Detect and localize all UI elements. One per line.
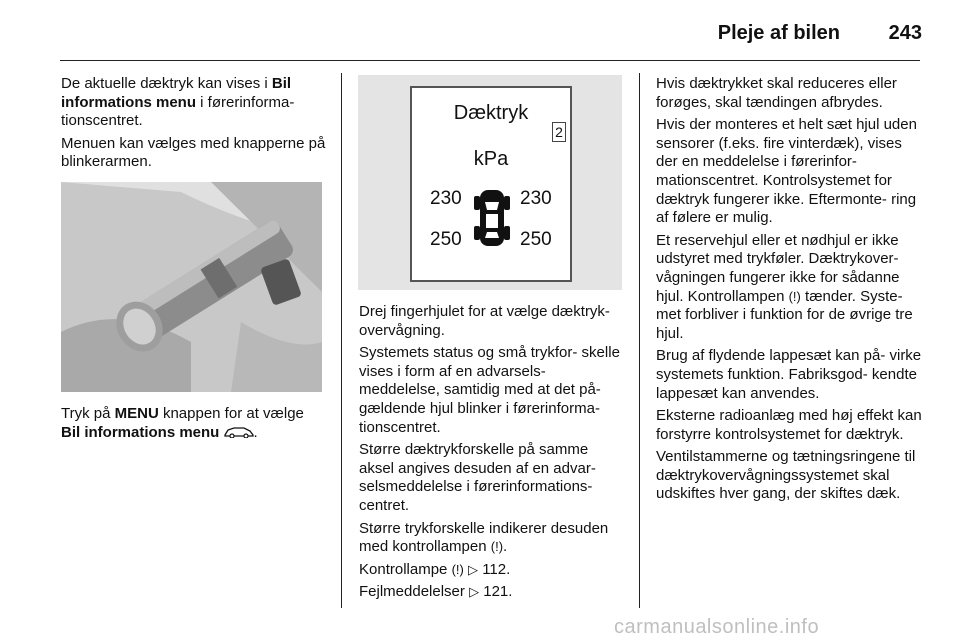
text: Større trykforskelle indikerer desuden med kontrollampen: [359, 519, 609, 556]
tire-pressure-display: [358, 75, 622, 290]
front-left-pressure: 230: [430, 188, 462, 209]
page-number: 243: [888, 22, 922, 44]
paragraph: Hvis der monteres et helt sæt hjul uden sensorer (f.eks. fire vinterdæk), vises der en meddelelse i førerinfor- mationscentret. Kontrolsystemet for dæktryk fungerer ikke. Eftermonte- ring af følere er mulig.: [656, 116, 917, 227]
text: Et reservehjul eller et nødhjul er ikke udstyret med trykføler. Dæktrykover- vågningen fungerer ikke for sådanne hjul. Kontrollampen: [656, 231, 900, 305]
menu-name: Bil informations menu: [61, 423, 220, 441]
paragraph: [656, 232, 924, 344]
pressure-unit: kPa: [473, 148, 509, 170]
page-reference-icon: ▷: [468, 561, 479, 577]
paragraph: Ventilstammerne og tætningsringene til dæktrykovervågningssystemet skal udskiftes hver gang, der skiftes dæk.: [656, 448, 916, 503]
text: .: [253, 423, 258, 441]
tire-pressure-warning-icon: (!): [788, 288, 801, 304]
section-title: Pleje af bilen: [717, 22, 840, 44]
car-icon: [224, 426, 254, 438]
column-divider: [639, 73, 640, 608]
text: De aktuelle dæktryk kan vises i: [61, 75, 272, 92]
tire-pressure-warning-icon: (!): [490, 539, 504, 555]
paragraph: Brug af flydende lappesæt kan på- virke systemets funktion. Fabriksgod- kendte lappesæt kan anvendes.: [656, 347, 922, 402]
text: Tryk på: [61, 405, 115, 422]
front-right-pressure: 230: [520, 188, 552, 209]
column-3: [656, 75, 924, 508]
page-reference: 121.: [483, 583, 513, 601]
menu-button-label: MENU: [114, 405, 159, 422]
paragraph: Større trykforskelle indikerer desuden med kontrollampen (!).: [359, 519, 609, 556]
paragraph: Eksterne radioanlæg med høj effekt kan forstyrre kontrolsystemet for dæktryk.: [656, 407, 922, 443]
turn-signal-lever-photo: [61, 182, 322, 392]
paragraph: [61, 75, 326, 131]
header-rule: [60, 60, 920, 61]
paragraph: Drej fingerhjulet for at vælge dæktryk- overvågning.: [359, 303, 610, 339]
text: Kontrollampe: [359, 560, 448, 578]
column-2: [359, 303, 627, 606]
paragraph: [61, 405, 326, 442]
paragraph: [359, 561, 627, 580]
car-top-view-icon: [474, 186, 510, 250]
page-reference: 112.: [482, 560, 511, 578]
paragraph: Systemets status og små trykfor- skelle vises i form af en advarsels- meddelelse, samtidig med at det på- gældende hjul blinker i førerinforma- tionscentret.: [359, 344, 620, 436]
text: i førerinforma- tionscentret.: [61, 93, 295, 130]
rear-left-pressure: 250: [430, 229, 462, 250]
text: tænder. Syste- met forbliver i funktion for de øvrige tre hjul.: [656, 287, 913, 342]
text: Fejlmeddelelser: [359, 583, 465, 601]
column-1-lower: [61, 405, 326, 446]
tire-pressure-warning-icon: (!): [451, 561, 464, 577]
page-reference-icon: ▷: [469, 584, 480, 600]
rear-right-pressure: 250: [520, 229, 552, 250]
paragraph: Hvis dæktrykket skal reduceres eller forøges, skal tændingen afbrydes.: [656, 75, 897, 111]
display-title: Dæktryk: [453, 102, 529, 124]
paragraph: Større dæktrykforskelle på samme aksel angives desuden af en advar- selsmeddelelse i førerinformations- centret.: [359, 441, 596, 514]
watermark: carmanualsonline.info: [614, 616, 820, 638]
page-indicator: 2: [552, 122, 566, 142]
menu-name: Bil informations menu: [61, 75, 292, 111]
paragraph: [359, 583, 627, 602]
column-1: [61, 75, 326, 176]
text: knappen for at vælge: [158, 405, 304, 422]
column-divider: [341, 73, 342, 608]
paragraph: Menuen kan vælges med knapperne på blinkerarmen.: [61, 134, 326, 171]
info-screen: [410, 86, 572, 282]
